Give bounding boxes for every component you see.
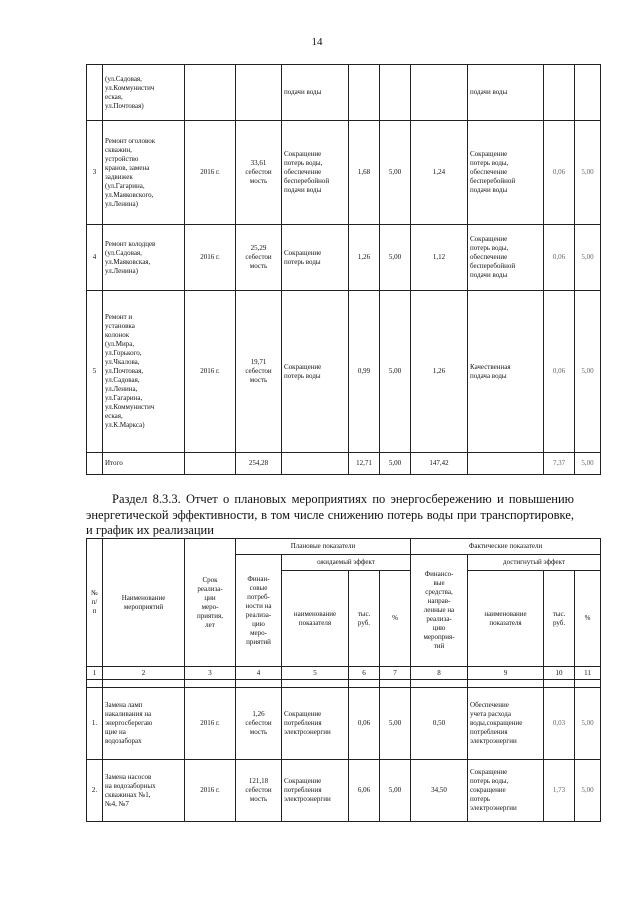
achieved-indicator: Сокращение потерь воды, обеспечение бесперебойной подачи воды [468, 225, 544, 291]
expected-thousand-rub: 0,06 [349, 688, 380, 760]
row-number [87, 65, 103, 121]
table-row [87, 760, 601, 822]
header-thousand-rub: тыс. руб. [349, 571, 380, 667]
empty-cell [87, 680, 103, 688]
financial-needs: 25,29 себестои мость [236, 225, 282, 291]
expected-percent: 5,00 [380, 760, 411, 822]
row-number: 1. [87, 688, 103, 760]
empty-cell [185, 680, 236, 688]
table-row [87, 688, 601, 760]
empty-cell [282, 680, 349, 688]
expected-indicator: Сокращение потребления электроэнергии [282, 760, 349, 822]
header-achieved-effect: достигнутый эффект [468, 555, 601, 571]
column-number: 3 [185, 667, 236, 680]
expected-indicator: подачи воды [282, 65, 349, 121]
header-indicator-name: наименование показателя [282, 571, 349, 667]
header-percent: % [380, 571, 411, 667]
financial-needs: 121,18 себестои мость [236, 760, 282, 822]
column-number: 4 [236, 667, 282, 680]
term: 2016 г. [185, 688, 236, 760]
expected-thousand-rub: 1,26 [349, 225, 380, 291]
header-thousand-rub-fact: тыс. руб. [544, 571, 575, 667]
header-fin-needs: Финан- совые потреб- ности на реализа- цию меро- приятий [236, 555, 282, 667]
expected-percent: 5,00 [380, 121, 411, 225]
achieved-indicator [468, 453, 544, 475]
achieved-thousand-rub: 0,06 [544, 225, 575, 291]
empty-cell [236, 680, 282, 688]
section-heading-paragraph [86, 492, 574, 539]
spacer-row [87, 680, 601, 688]
achieved-percent: 5,00 [575, 453, 601, 475]
column-number: 1 [87, 667, 103, 680]
expected-percent: 5,00 [380, 688, 411, 760]
achieved-percent: 5,00 [575, 225, 601, 291]
achieved-thousand-rub: 1,73 [544, 760, 575, 822]
table-continuation [86, 64, 601, 475]
header-fact: Фактические показатели [411, 539, 601, 555]
column-number: 8 [411, 667, 468, 680]
financial-needs: 19,71 себестои мость [236, 291, 282, 453]
funds-directed [411, 65, 468, 121]
achieved-indicator: Сокращение потерь воды, сокращение потерь электроэнергии [468, 760, 544, 822]
term: 2016 г. [185, 225, 236, 291]
term: 2016 г. [185, 291, 236, 453]
funds-directed: 0,50 [411, 688, 468, 760]
empty-cell [411, 680, 468, 688]
financial-needs: 33,61 себестои мость [236, 121, 282, 225]
achieved-thousand-rub: 0,06 [544, 121, 575, 225]
expected-percent: 5,00 [380, 225, 411, 291]
section-text: Раздел 8.3.3. Отчет о плановых мероприятиях по энергосбережению и повышению энергетической эффективности, в том числе снижению потерь воды при транспортировке, и график их реализации [86, 492, 574, 537]
funds-directed: 1,12 [411, 225, 468, 291]
page-number: 14 [311, 36, 323, 48]
header-name: Наименование мероприятий [103, 539, 185, 667]
column-number: 6 [349, 667, 380, 680]
table-energy-saving [86, 538, 601, 822]
expected-indicator: Сокращение потерь воды [282, 291, 349, 453]
funds-directed: 147,42 [411, 453, 468, 475]
expected-percent [380, 65, 411, 121]
achieved-indicator: подачи воды [468, 65, 544, 121]
column-number: 10 [544, 667, 575, 680]
achieved-thousand-rub [544, 65, 575, 121]
expected-thousand-rub: 12,71 [349, 453, 380, 475]
row-number: 5 [87, 291, 103, 453]
expected-thousand-rub [349, 65, 380, 121]
header-fin-fact: Финансо- вые средства, направ- ленные на реализа- цию мероприя- тий [411, 555, 468, 667]
empty-cell [575, 680, 601, 688]
table-row [87, 453, 601, 475]
measure-name: Ремонт и установка колонок (ул.Мира, ул.Горького, ул.Чкалова, ул.Почтовая, ул.Садовая, ул.Ленина, ул.Гагарина, ул.Коммунистич еская, ул.К.Маркса) [103, 291, 185, 453]
achieved-thousand-rub: 0,06 [544, 291, 575, 453]
empty-cell [380, 680, 411, 688]
column-number: 11 [575, 667, 601, 680]
column-number: 9 [468, 667, 544, 680]
header-term: Срок реализа- ции меро- приятия, лет [185, 539, 236, 667]
achieved-thousand-rub: 0,03 [544, 688, 575, 760]
header-percent-fact: % [575, 571, 601, 667]
measure-name: Итого [103, 453, 185, 475]
measure-name: Ремонт колодцев (ул.Садовая, ул.Маяковская, ул.Ленина) [103, 225, 185, 291]
header-expected-effect: ожидаемый эффект [282, 555, 411, 571]
achieved-thousand-rub: 7,37 [544, 453, 575, 475]
expected-percent: 5,00 [380, 291, 411, 453]
empty-cell [349, 680, 380, 688]
empty-cell [468, 680, 544, 688]
header-indicator-name-fact: наименование показателя [468, 571, 544, 667]
measure-name: Ремонт оголовок скважин, устройство кранов, замена задвижек (ул.Гагарина, ул.Маяковского, ул.Ленина) [103, 121, 185, 225]
achieved-indicator: Обеспечение учета расхода воды,сокращение потребления электроэнергии [468, 688, 544, 760]
expected-thousand-rub: 1,68 [349, 121, 380, 225]
table-row [87, 291, 601, 453]
row-number: 2. [87, 760, 103, 822]
expected-thousand-rub: 0,99 [349, 291, 380, 453]
term [185, 453, 236, 475]
row-number: 4 [87, 225, 103, 291]
table-row [87, 121, 601, 225]
achieved-percent: 5,00 [575, 688, 601, 760]
measure-name: (ул.Садовая, ул.Коммунистич еская, ул.Почтовая) [103, 65, 185, 121]
column-number: 5 [282, 667, 349, 680]
financial-needs: 1,26 себестои мость [236, 688, 282, 760]
column-number: 2 [103, 667, 185, 680]
term: 2016 г. [185, 121, 236, 225]
achieved-indicator: Сокращение потерь воды, обеспечение бесперебойной подачи воды [468, 121, 544, 225]
table-row [87, 65, 601, 121]
term [185, 65, 236, 121]
empty-cell [544, 680, 575, 688]
expected-indicator [282, 453, 349, 475]
column-number: 7 [380, 667, 411, 680]
row-number [87, 453, 103, 475]
expected-indicator: Сокращение потерь воды [282, 225, 349, 291]
measure-name: Замена ламп накаливания на энергосберегаю щие на водозаборах [103, 688, 185, 760]
term: 2016 г. [185, 760, 236, 822]
funds-directed: 1,24 [411, 121, 468, 225]
funds-directed: 34,50 [411, 760, 468, 822]
expected-indicator: Сокращение потерь воды, обеспечение бесперебойной подачи воды [282, 121, 349, 225]
financial-needs: 254,28 [236, 453, 282, 475]
funds-directed: 1,26 [411, 291, 468, 453]
achieved-indicator: Качественная подача воды [468, 291, 544, 453]
measure-name: Замена насосов на водозаборных скважинах №1, №4, №7 [103, 760, 185, 822]
achieved-percent [575, 65, 601, 121]
expected-percent: 5,00 [380, 453, 411, 475]
achieved-percent: 5,00 [575, 291, 601, 453]
expected-indicator: Сокращение потребления электроэнергии [282, 688, 349, 760]
achieved-percent: 5,00 [575, 760, 601, 822]
table-row [87, 225, 601, 291]
header-plan: Плановые показатели [236, 539, 411, 555]
achieved-percent: 5,00 [575, 121, 601, 225]
header-num: № п/ п [87, 539, 103, 667]
financial-needs [236, 65, 282, 121]
row-number: 3 [87, 121, 103, 225]
expected-thousand-rub: 6,06 [349, 760, 380, 822]
empty-cell [103, 680, 185, 688]
